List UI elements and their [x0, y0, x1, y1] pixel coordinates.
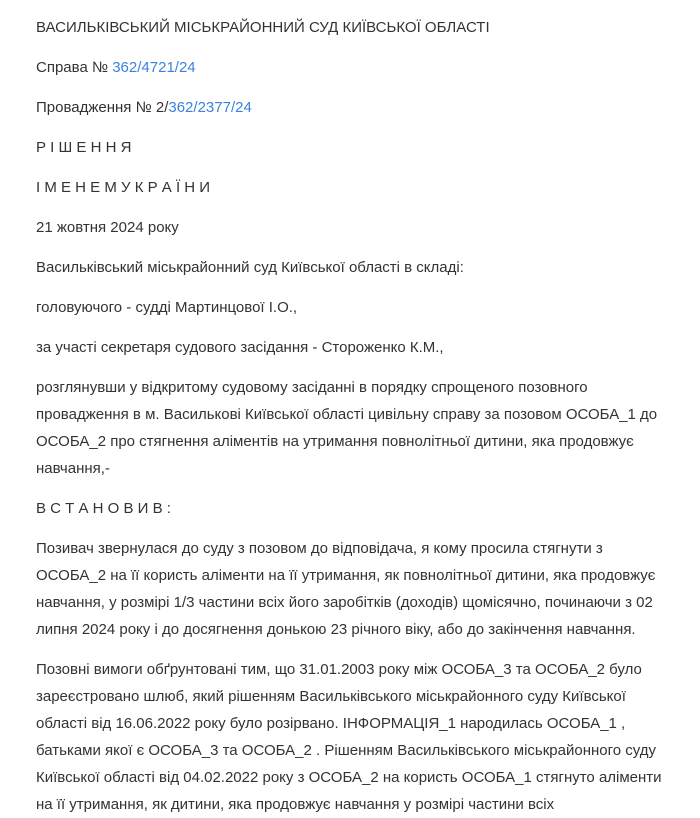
text-run: Позовні вимоги обґрунтовані тим, що 31.01.2003 року між ОСОБА_3 та ОСОБА_2 було зареєстровано шлюб, який рішенням Васильківського міськрайонного суду Київської області від 16.06.2022 року було розірвано. ІНФОРМАЦІЯ_1 народилась ОСОБА_1 , батьками якої є ОСОБА_3 та ОСОБА_2 . Рішенням Васильківського міськрайонного суду Київської області від 04.02.2022 року з ОСОБА_2 на користь ОСОБА_1 стягнуто аліменти на її утримання, як дитини, яка продовжує навчання у розмірі частини всіх: [36, 661, 662, 813]
text-run: розглянувши у відкритому судовому засіданні в порядку спрощеного позовного провадження в м. Василькові Київської області цивільну справу за позовом ОСОБА_1 до ОСОБА_2 про стягнення аліментів на утримання повнолітньої дитини, яка продовжує навчання,-: [36, 379, 658, 477]
text-run: ВАСИЛЬКІВСЬКИЙ МІСЬКРАЙОННИЙ СУД КИЇВСЬКОЇ ОБЛАСТІ: [36, 19, 490, 36]
decision-date-line: [36, 214, 664, 241]
decision-heading: [36, 134, 664, 161]
secretary-line: [36, 334, 664, 361]
case-number-link[interactable]: 362/4721/24: [112, 59, 196, 76]
text-run: головуючого - судді Мартинцової І.О.,: [36, 299, 298, 316]
proceeding-number-line: [36, 94, 664, 121]
case-number-line: [36, 54, 664, 81]
claim-paragraph: [36, 535, 664, 643]
court-name: [36, 14, 664, 41]
grounds-paragraph: [36, 656, 664, 818]
text-run: Р І Ш Е Н Н Я: [36, 139, 132, 156]
text-run: 21 жовтня 2024 року: [36, 219, 179, 236]
established-heading: [36, 495, 664, 522]
court-composition-intro: [36, 254, 664, 281]
text-run: В С Т А Н О В И В :: [36, 500, 171, 517]
text-run: Позивач звернулася до суду з позовом до відповідача, я кому просила стягнути з ОСОБА_2 на її користь аліменти на її утримання, як повнолітньої дитини, яка продовжує навчання, у розмірі 1/3 частини всіх його заробітків (доходів) щомісячно, починаючи з 02 липня 2024 року і до досягнення донькою 23 річного віку, або до закінчення навчання.: [36, 540, 656, 638]
text-run: за участі секретаря судового засідання - Стороженко К.М.,: [36, 339, 444, 356]
proceeding-number-link[interactable]: 362/2377/24: [168, 99, 252, 116]
text-run: І М Е Н Е М У К Р А Ї Н И: [36, 179, 211, 196]
presiding-judge-line: [36, 294, 664, 321]
text-run: Провадження № 2/: [36, 99, 169, 116]
text-run: Васильківський міськрайонний суд Київської області в складі:: [36, 259, 464, 276]
text-run: Справа №: [36, 59, 113, 76]
case-description-paragraph: [36, 374, 664, 482]
in-the-name-of-ukraine-heading: [36, 174, 664, 201]
